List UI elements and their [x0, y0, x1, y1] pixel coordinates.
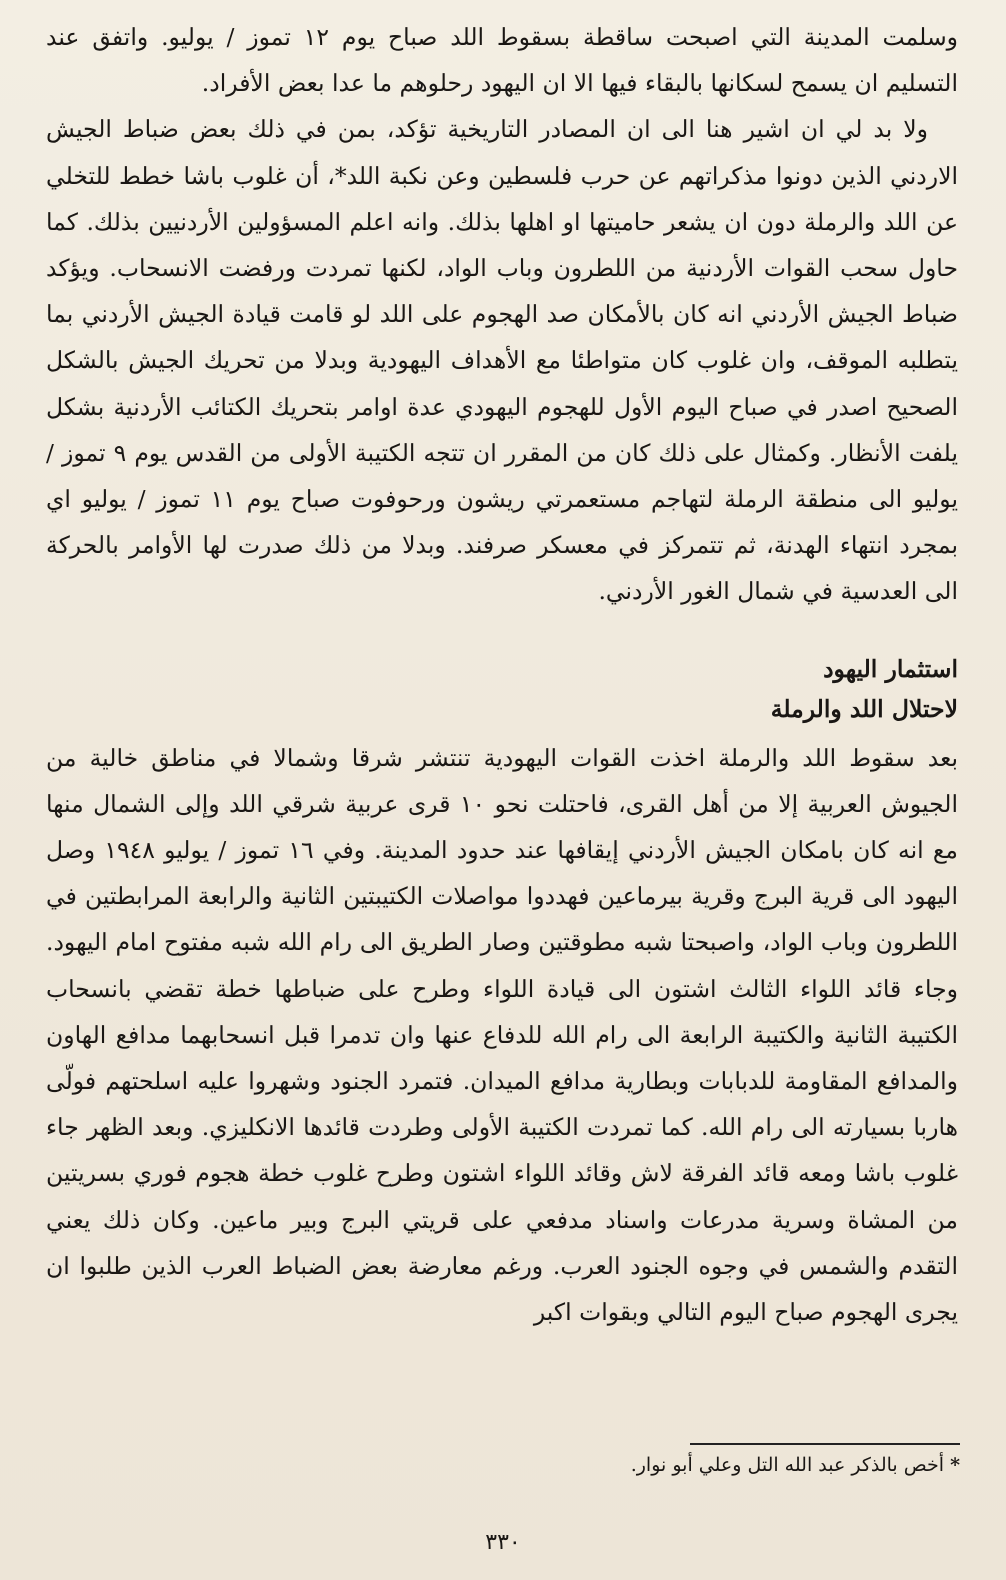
section-heading: [46, 649, 958, 729]
page-number: ٣٣٠: [485, 1530, 521, 1555]
footnote-marker: *: [950, 1454, 960, 1476]
footnote-divider: [690, 1443, 960, 1445]
paragraph-1: وسلمت المدينة التي اصبحت ساقطة بسقوط اللد صباح يوم ١٢ تموز / يوليو. واتفق عند التسليم ان يسمح لسكانها بالبقاء فيها الا ان اليهود رحلوهم ما عدا بعض الأفراد.: [46, 23, 959, 98]
main-text: [46, 14, 958, 615]
section-text: [46, 735, 958, 1336]
section-heading-line-1: استثمار اليهود: [823, 654, 958, 683]
section-heading-line-2: لاحتلال اللد والرملة: [770, 694, 958, 723]
footnote-text: أخص بالذكر عبد الله التل وعلي أبو نوار.: [630, 1454, 945, 1476]
paragraph-2: ولا بد لي ان اشير هنا الى ان المصادر التاريخية تؤكد، بمن في ذلك بعض ضباط الجيش الاردني الذين دونوا مذكراتهم عن حرب فلسطين وعن نكبة اللد*، أن غلوب باشا خطط للتخلي عن اللد والرملة دون ان يشعر حاميتها او اهلها بذلك. وانه اعلم المسؤولين الأردنيين بذلك. كما حاول سحب القوات الأردنية من اللطرون وباب الواد، لكنها تمردت ورفضت الانسحاب. ويؤكد ضباط الجيش الأردني انه كان بالأمكان صد الهجوم على اللد لو قامت قيادة الجيش الأردني بما يتطلبه الموقف، وان غلوب كان متواطئا مع الأهداف اليهودية وبدلا من تحريك الجيش بالشكل الصحيح اصدر في صباح اليوم الأول للهجوم اليهودي عدة اوامر بتحريك الكتائب الأردنية بشكل يلفت الأنظار. وكمثال على ذلك كان من المقرر ان تتجه الكتيبة الأولى من القدس يوم ٩ تموز / يوليو الى منطقة الرملة لتهاجم مستعمرتي ريشون ورحوفوت صباح يوم ١١ تموز / يوليو اي بمجرد انتهاء الهدنة، ثم تتمركز في معسكر صرفند. وبدلا من ذلك صدرت لها الأوامر بالحركة الى العدسية في شمال الغور الأردني.: [46, 115, 958, 606]
footnote: [631, 1452, 960, 1478]
paragraph-3: بعد سقوط اللد والرملة اخذت القوات اليهودية تنتشر شرقا وشمالا في مناطق خالية من الجيوش العربية إلا من أهل القرى، فاحتلت نحو ١٠ قرى عربية شرقي اللد وإلى الشمال منها مع انه كان بامكان الجيش الأردني إيقافها عند حدود المدينة. وفي ١٦ تموز / يوليو ١٩٤٨ وصل اليهود الى قرية البرج وقرية بيرماعين فهددوا مواصلات الكتيبتين الثانية والرابعة المرابطتين في اللطرون وباب الواد، واصبحتا شبه مطوقتين وصار الطريق الى رام الله شبه مفتوح امام اليهود. وجاء قائد اللواء الثالث اشتون الى قيادة اللواء وطرح على ضباطها خطة تقضي بانسحاب الكتيبة الثانية والكتيبة الرابعة الى رام الله للدفاع عنها وان تدمرا قبل انسحابهما مدافع الهاون والمدافع المقاومة للدبابات وبطارية مدافع الميدان. فتمرد الجنود وشهروا عليه اسلحتهم فولّى هاربا بسيارته الى رام الله. كما تمردت الكتيبة الأولى وطردت قائدها الانكليزي. وبعد الظهر جاء غلوب باشا ومعه قائد الفرقة لاش وقائد اللواء اشتون وطرح غلوب خطة هجوم فوري بسريتين من المشاة وسرية مدرعات واسناد مدفعي على قريتي البرج وبير ماعين. وكان ذلك يعني التقدم والشمس في وجوه الجنود العرب. ورغم معارضة بعض الضباط العرب الذين طلبوا ان يجرى الهجوم صباح اليوم التالي وبقوات اكبر: [46, 743, 959, 1327]
